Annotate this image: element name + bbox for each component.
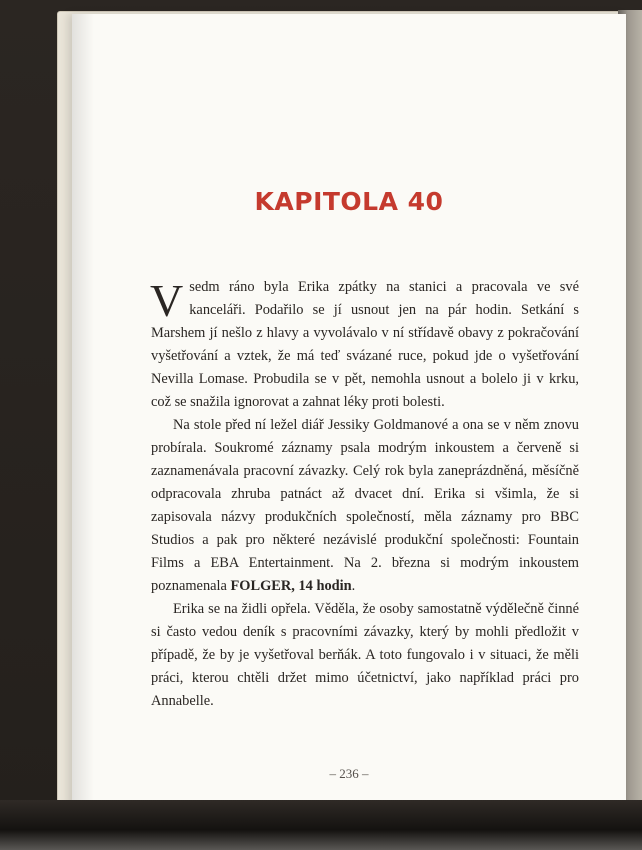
book-bottom-edge: [0, 800, 642, 850]
page-number: – 236 –: [329, 766, 369, 781]
chapter-title: KAPITOLA 40: [254, 187, 444, 216]
book-page: [72, 14, 626, 808]
paragraph-2: [151, 414, 579, 598]
paragraph-3-text: Erika se na židli opřela. Věděla, že osoby samostatně výdělečně činné si často vedou deník s pracovními závazky, který by mohli předložit v případě, že by je vyšetřoval berňák. A toto fungovalo i v situaci, že měli práci, kterou chtěli držet mimo účetnictví, jako například práci pro Annabelle.: [151, 601, 579, 709]
paragraph-3: [151, 598, 579, 713]
body-text: [151, 276, 579, 713]
spine-shadow: [72, 14, 94, 808]
paragraph-2-text: Na stole před ní ležel diář Jessiky Goldmanové a ona se v něm znovu probírala. Soukromé záznamy psala modrým inkoustem a červeně si zaznamenávala pracovní závazky. Celý rok byla zaneprázdněná, měsíčně odpracovala zhruba patnáct až dvacet dní. Erika si všimla, že si zapisovala názvy produkčních společností, měla záznamy pro BBC Studios a pak pro některé nezávislé produkční společnosti: Fountain Films a EBA Entertainment. Na 2. března si modrým inkoustem poznamenala: [151, 417, 579, 594]
paragraph-1-text: sedm ráno byla Erika zpátky na stanici a pracovala ve své kanceláři. Podařilo se jí usnout jen na pár hodin. Setkání s Marshem jí nešlo z hlavy a vyvolávalo v ní střídavě obavy z pokračování vyšetřování a vztek, že má teď svázané ruce, pokud jde o vyšetřování Nevilla Lomase. Probudila se v pět, nemohla usnout a bolelo ji v krku, což se snažila ignorovat a zahnat léky proti bolesti.: [151, 279, 579, 410]
drop-cap: V: [150, 275, 184, 326]
paragraph-2-bold: FOLGER, 14 hodin: [230, 578, 352, 594]
paragraph-1: [151, 276, 579, 414]
paragraph-2-end: .: [351, 578, 356, 594]
